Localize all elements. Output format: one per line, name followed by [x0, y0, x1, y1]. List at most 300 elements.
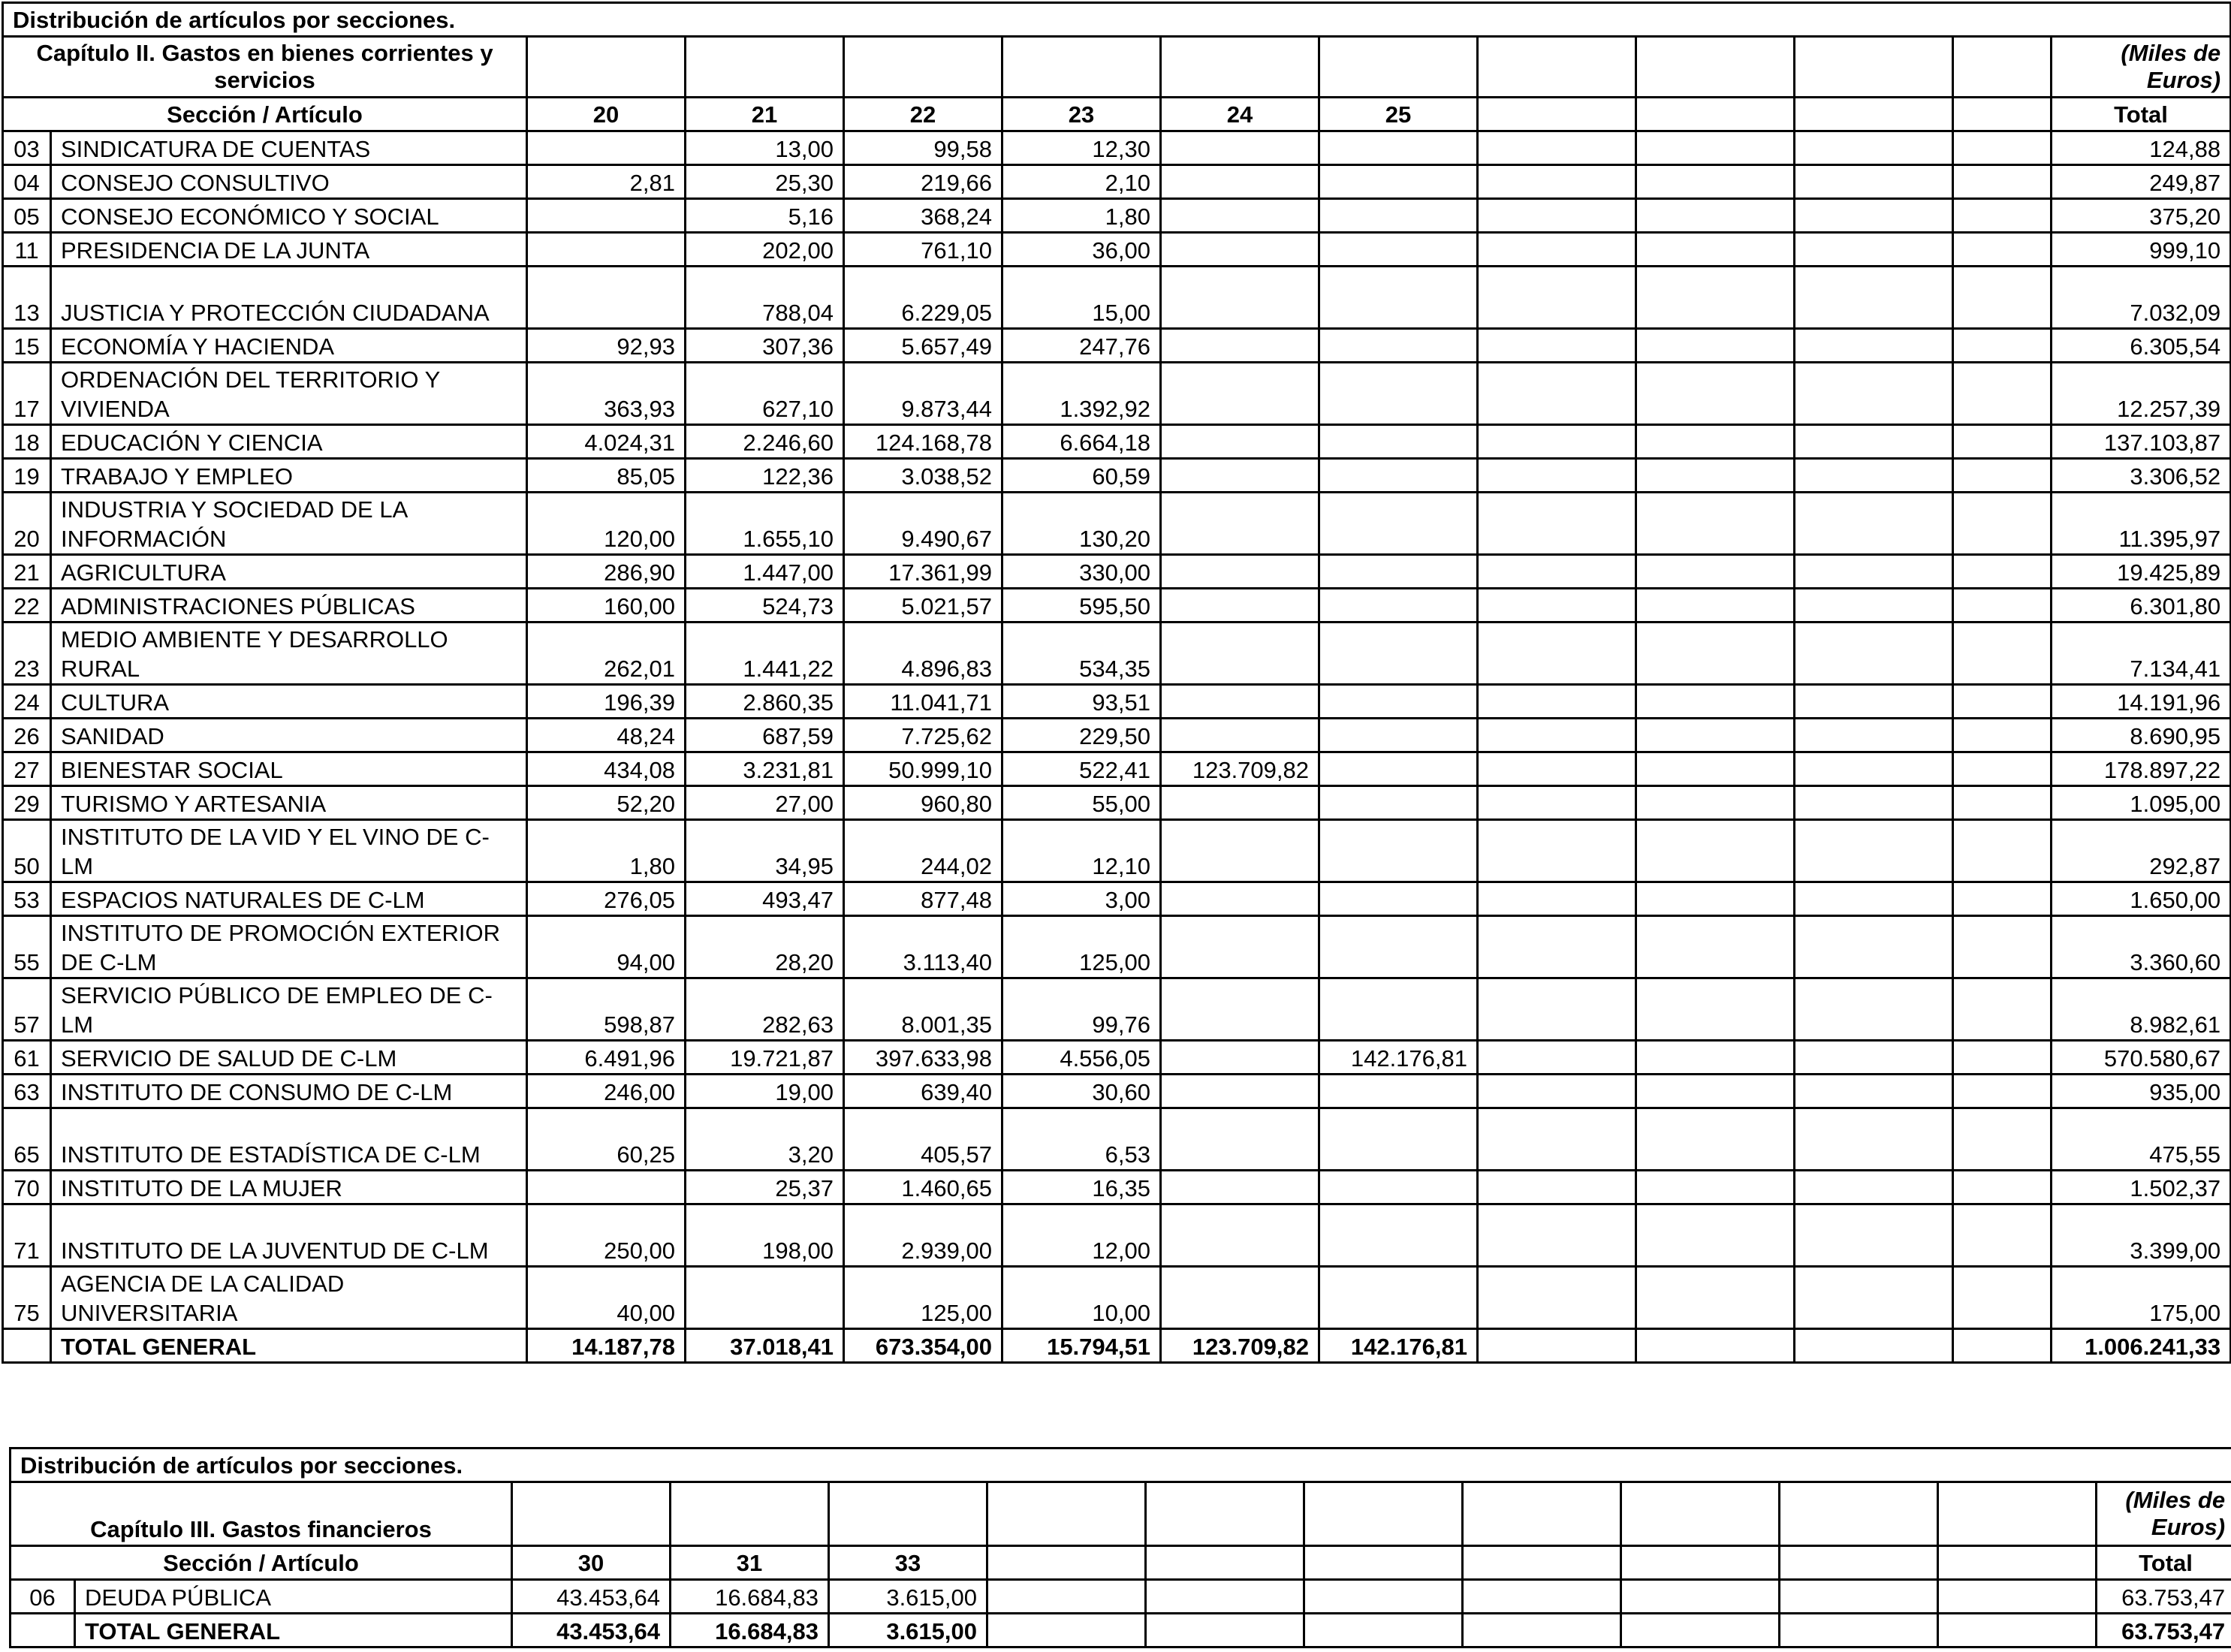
value-cell — [1319, 916, 1478, 978]
value-cell — [1636, 978, 1795, 1041]
total-value-cell: 673.354,00 — [844, 1329, 1002, 1363]
row-total: 1.502,37 — [2052, 1171, 2231, 1204]
total-value-cell: 142.176,81 — [1319, 1329, 1478, 1363]
header-blank-cell — [1478, 37, 1636, 98]
value-cell — [1795, 719, 1953, 752]
value-cell — [1319, 1075, 1478, 1108]
row-total: 8.690,95 — [2052, 719, 2231, 752]
row-total: 12.257,39 — [2052, 363, 2231, 425]
header-blank-cell — [844, 37, 1002, 98]
value-cell: 1,80 — [527, 820, 686, 882]
unit-label: (Miles de Euros) — [2052, 37, 2231, 98]
value-cell — [1953, 589, 2052, 623]
header-blank-cell — [527, 37, 686, 98]
value-cell: 17.361,99 — [844, 555, 1002, 589]
table-row — [3, 363, 2231, 425]
chapter-title: Capítulo II. Gastos en bienes corrientes y servicios — [3, 37, 527, 98]
value-cell: 276,05 — [527, 882, 686, 916]
value-cell — [1795, 199, 1953, 233]
value-cell — [1319, 820, 1478, 882]
section-name: INSTITUTO DE LA JUVENTUD DE C-LM — [51, 1204, 527, 1267]
section-name: AGENCIA DE LA CALIDAD UNIVERSITARIA — [51, 1267, 527, 1329]
value-cell: 25,37 — [686, 1171, 844, 1204]
column-header — [1304, 1546, 1463, 1580]
value-cell — [1478, 623, 1636, 685]
value-cell: 5.021,57 — [844, 589, 1002, 623]
value-cell — [1795, 1267, 1953, 1329]
value-cell — [1319, 199, 1478, 233]
value-cell — [1478, 233, 1636, 267]
value-cell: 19,00 — [686, 1075, 844, 1108]
header-blank-cell — [987, 1482, 1146, 1546]
value-cell — [527, 131, 686, 165]
section-name: DEUDA PÚBLICA — [75, 1580, 512, 1614]
total-general-label: TOTAL GENERAL — [75, 1614, 512, 1647]
value-cell — [1953, 233, 2052, 267]
value-cell: 196,39 — [527, 685, 686, 719]
header-blank-cell — [1795, 37, 1953, 98]
section-code: 61 — [3, 1041, 51, 1075]
value-cell: 19.721,87 — [686, 1041, 844, 1075]
value-cell — [1319, 1108, 1478, 1171]
section-name: TURISMO Y ARTESANIA — [51, 786, 527, 820]
value-cell — [1953, 1075, 2052, 1108]
value-cell: 10,00 — [1002, 1267, 1161, 1329]
table-row — [3, 1204, 2231, 1267]
total-value-cell: 37.018,41 — [686, 1329, 844, 1363]
value-cell — [1795, 820, 1953, 882]
value-cell — [1795, 1171, 1953, 1204]
table-row — [3, 786, 2231, 820]
section-code: 19 — [3, 459, 51, 493]
value-cell: 1.441,22 — [686, 623, 844, 685]
value-cell — [1621, 1580, 1780, 1614]
row-total: 999,10 — [2052, 233, 2231, 267]
value-cell: 246,00 — [527, 1075, 686, 1108]
value-cell — [1953, 882, 2052, 916]
value-cell — [1319, 267, 1478, 329]
column-header — [1938, 1546, 2097, 1580]
value-cell: 25,30 — [686, 165, 844, 199]
value-cell — [1795, 1204, 1953, 1267]
row-total: 11.395,97 — [2052, 493, 2231, 555]
table-row — [3, 820, 2231, 882]
value-cell: 124.168,78 — [844, 425, 1002, 459]
value-cell: 6,53 — [1002, 1108, 1161, 1171]
total-row — [3, 1329, 2231, 1363]
value-cell — [1953, 1108, 2052, 1171]
value-cell — [1161, 1204, 1319, 1267]
total-row — [11, 1614, 2231, 1647]
section-name: EDUCACIÓN Y CIENCIA — [51, 425, 527, 459]
value-cell — [1795, 363, 1953, 425]
value-cell — [1478, 1171, 1636, 1204]
table-row — [3, 131, 2231, 165]
section-code: 04 — [3, 165, 51, 199]
value-cell: 9.873,44 — [844, 363, 1002, 425]
column-header: 33 — [829, 1546, 987, 1580]
value-cell: 2,81 — [527, 165, 686, 199]
total-row-blank — [3, 1329, 51, 1363]
value-cell — [527, 199, 686, 233]
row-total: 292,87 — [2052, 820, 2231, 882]
value-cell — [1161, 1171, 1319, 1204]
value-cell — [1953, 425, 2052, 459]
row-total: 3.306,52 — [2052, 459, 2231, 493]
value-cell: 250,00 — [527, 1204, 686, 1267]
value-cell — [527, 1171, 686, 1204]
value-cell — [1795, 267, 1953, 329]
table-row — [3, 555, 2231, 589]
value-cell — [1478, 1108, 1636, 1171]
value-cell: 99,58 — [844, 131, 1002, 165]
section-name: ESPACIOS NATURALES DE C-LM — [51, 882, 527, 916]
row-total: 6.305,54 — [2052, 329, 2231, 363]
value-cell: 229,50 — [1002, 719, 1161, 752]
value-cell — [1795, 685, 1953, 719]
value-cell: 960,80 — [844, 786, 1002, 820]
value-cell: 3.615,00 — [829, 1580, 987, 1614]
value-cell: 40,00 — [527, 1267, 686, 1329]
value-cell — [1795, 131, 1953, 165]
value-cell — [1319, 719, 1478, 752]
value-cell: 9.490,67 — [844, 493, 1002, 555]
value-cell: 202,00 — [686, 233, 844, 267]
value-cell: 2.860,35 — [686, 685, 844, 719]
value-cell — [1319, 493, 1478, 555]
row-total: 1.650,00 — [2052, 882, 2231, 916]
column-header: 24 — [1161, 98, 1319, 131]
value-cell: 93,51 — [1002, 685, 1161, 719]
table-row — [3, 719, 2231, 752]
value-cell — [1636, 1204, 1795, 1267]
value-cell — [1636, 1041, 1795, 1075]
header-blank-cell — [1002, 37, 1161, 98]
section-name: TRABAJO Y EMPLEO — [51, 459, 527, 493]
value-cell: 434,08 — [527, 752, 686, 786]
value-cell — [1636, 719, 1795, 752]
row-total: 7.032,09 — [2052, 267, 2231, 329]
section-code: 24 — [3, 685, 51, 719]
value-cell — [1953, 131, 2052, 165]
value-cell — [1161, 882, 1319, 916]
value-cell — [1953, 363, 2052, 425]
value-cell: 4.556,05 — [1002, 1041, 1161, 1075]
value-cell: 522,41 — [1002, 752, 1161, 786]
chapter-title: Capítulo III. Gastos financieros — [11, 1482, 512, 1546]
value-cell: 94,00 — [527, 916, 686, 978]
section-code: 05 — [3, 199, 51, 233]
value-cell — [1795, 786, 1953, 820]
value-cell: 7.725,62 — [844, 719, 1002, 752]
value-cell: 122,36 — [686, 459, 844, 493]
table-row — [3, 978, 2231, 1041]
section-code: 13 — [3, 267, 51, 329]
value-cell — [1795, 493, 1953, 555]
header-blank-cell — [1463, 1482, 1621, 1546]
value-cell: 1.655,10 — [686, 493, 844, 555]
header-blank-cell — [671, 1482, 829, 1546]
value-cell: 16,35 — [1002, 1171, 1161, 1204]
value-cell: 13,00 — [686, 131, 844, 165]
section-article-header: Sección / Artículo — [11, 1546, 512, 1580]
value-cell — [1636, 199, 1795, 233]
section-code: 23 — [3, 623, 51, 685]
value-cell — [1161, 786, 1319, 820]
header-blank-cell — [1161, 37, 1319, 98]
value-cell — [1478, 493, 1636, 555]
value-cell — [1161, 820, 1319, 882]
value-cell — [1953, 459, 2052, 493]
header-blank-cell — [829, 1482, 987, 1546]
value-cell — [1161, 165, 1319, 199]
value-cell — [1319, 882, 1478, 916]
section-name: ECONOMÍA Y HACIENDA — [51, 329, 527, 363]
column-header — [987, 1546, 1146, 1580]
value-cell — [1319, 131, 1478, 165]
section-code: 70 — [3, 1171, 51, 1204]
value-cell — [1478, 916, 1636, 978]
value-cell — [1478, 329, 1636, 363]
value-cell — [1636, 1171, 1795, 1204]
section-name: INSTITUTO DE LA MUJER — [51, 1171, 527, 1204]
articles-table-chapter-3 — [9, 1447, 2231, 1648]
value-cell — [1953, 978, 2052, 1041]
value-cell: 123.709,82 — [1161, 752, 1319, 786]
value-cell — [1795, 752, 1953, 786]
value-cell — [1636, 131, 1795, 165]
table-row — [3, 623, 2231, 685]
value-cell — [1319, 978, 1478, 1041]
header-blank-cell — [1780, 1482, 1938, 1546]
table-row — [3, 916, 2231, 978]
value-cell: 142.176,81 — [1319, 1041, 1478, 1075]
value-cell — [1953, 165, 2052, 199]
value-cell — [1161, 1075, 1319, 1108]
value-cell — [1319, 459, 1478, 493]
value-cell — [1478, 882, 1636, 916]
total-row-blank — [11, 1614, 75, 1647]
value-cell — [1478, 1204, 1636, 1267]
column-header — [1478, 98, 1636, 131]
value-cell: 2,10 — [1002, 165, 1161, 199]
table-row — [3, 233, 2231, 267]
value-cell — [1795, 459, 1953, 493]
value-cell: 1,80 — [1002, 199, 1161, 233]
section-code: 53 — [3, 882, 51, 916]
value-cell — [1636, 820, 1795, 882]
value-cell — [1636, 1108, 1795, 1171]
value-cell — [1795, 1075, 1953, 1108]
column-header — [1795, 98, 1953, 131]
value-cell — [1478, 1267, 1636, 1329]
value-cell: 12,00 — [1002, 1204, 1161, 1267]
header-blank-cell — [1304, 1482, 1463, 1546]
value-cell: 595,50 — [1002, 589, 1161, 623]
section-name: SERVICIO DE SALUD DE C-LM — [51, 1041, 527, 1075]
section-code: 20 — [3, 493, 51, 555]
section-name: MEDIO AMBIENTE Y DESARROLLO RURAL — [51, 623, 527, 685]
value-cell — [1953, 786, 2052, 820]
grand-total: 1.006.241,33 — [2052, 1329, 2231, 1363]
value-cell: 27,00 — [686, 786, 844, 820]
column-header: 20 — [527, 98, 686, 131]
value-cell — [1953, 685, 2052, 719]
value-cell: 92,93 — [527, 329, 686, 363]
section-code: 03 — [3, 131, 51, 165]
section-code: 50 — [3, 820, 51, 882]
value-cell: 368,24 — [844, 199, 1002, 233]
section-name: SERVICIO PÚBLICO DE EMPLEO DE C-LM — [51, 978, 527, 1041]
value-cell: 6.664,18 — [1002, 425, 1161, 459]
value-cell — [1636, 425, 1795, 459]
value-cell: 52,20 — [527, 786, 686, 820]
value-cell — [1304, 1580, 1463, 1614]
row-total: 8.982,61 — [2052, 978, 2231, 1041]
value-cell — [1795, 233, 1953, 267]
value-cell: 330,00 — [1002, 555, 1161, 589]
section-name: CONSEJO CONSULTIVO — [51, 165, 527, 199]
value-cell — [1636, 589, 1795, 623]
value-cell — [1319, 685, 1478, 719]
value-cell — [1780, 1580, 1938, 1614]
value-cell: 4.024,31 — [527, 425, 686, 459]
value-cell — [1319, 589, 1478, 623]
value-cell — [1636, 459, 1795, 493]
value-cell — [1795, 916, 1953, 978]
value-cell — [1161, 493, 1319, 555]
value-cell — [1953, 1204, 2052, 1267]
value-cell — [1938, 1580, 2097, 1614]
value-cell — [1636, 1267, 1795, 1329]
total-value-cell: 16.684,83 — [671, 1614, 829, 1647]
value-cell — [1953, 199, 2052, 233]
value-cell — [1478, 1075, 1636, 1108]
value-cell — [1478, 589, 1636, 623]
section-code: 15 — [3, 329, 51, 363]
value-cell — [1319, 363, 1478, 425]
column-header: 21 — [686, 98, 844, 131]
value-cell — [1478, 363, 1636, 425]
section-name: ORDENACIÓN DEL TERRITORIO Y VIVIENDA — [51, 363, 527, 425]
header-blank-cell — [1636, 37, 1795, 98]
value-cell: 397.633,98 — [844, 1041, 1002, 1075]
value-cell: 534,35 — [1002, 623, 1161, 685]
value-cell — [1161, 459, 1319, 493]
column-header: 31 — [671, 1546, 829, 1580]
value-cell — [1953, 719, 2052, 752]
section-code: 75 — [3, 1267, 51, 1329]
value-cell — [1953, 329, 2052, 363]
row-total: 137.103,87 — [2052, 425, 2231, 459]
value-cell — [1319, 233, 1478, 267]
value-cell — [527, 267, 686, 329]
table-row — [3, 459, 2231, 493]
row-total: 6.301,80 — [2052, 589, 2231, 623]
value-cell — [1161, 916, 1319, 978]
value-cell: 877,48 — [844, 882, 1002, 916]
header-blank-cell — [1621, 1482, 1780, 1546]
header-blank-cell — [1319, 37, 1478, 98]
section-code: 06 — [11, 1580, 75, 1614]
total-value-cell: 14.187,78 — [527, 1329, 686, 1363]
value-cell: 3.038,52 — [844, 459, 1002, 493]
section-name: PRESIDENCIA DE LA JUNTA — [51, 233, 527, 267]
section-name: INSTITUTO DE LA VID Y EL VINO DE C-LM — [51, 820, 527, 882]
table-title: Distribución de artículos por secciones. — [11, 1449, 2231, 1482]
value-cell — [1636, 752, 1795, 786]
section-name: AGRICULTURA — [51, 555, 527, 589]
grand-total: 63.753,47 — [2097, 1614, 2231, 1647]
value-cell: 6.229,05 — [844, 267, 1002, 329]
row-total: 475,55 — [2052, 1108, 2231, 1171]
value-cell: 639,40 — [844, 1075, 1002, 1108]
value-cell — [1795, 165, 1953, 199]
section-code: 26 — [3, 719, 51, 752]
table-row — [3, 1267, 2231, 1329]
row-total: 935,00 — [2052, 1075, 2231, 1108]
table-row — [3, 267, 2231, 329]
section-name: SINDICATURA DE CUENTAS — [51, 131, 527, 165]
value-cell — [1478, 459, 1636, 493]
value-cell: 286,90 — [527, 555, 686, 589]
section-name: INSTITUTO DE CONSUMO DE C-LM — [51, 1075, 527, 1108]
value-cell: 120,00 — [527, 493, 686, 555]
value-cell — [1161, 555, 1319, 589]
value-cell — [1795, 978, 1953, 1041]
value-cell — [1478, 1041, 1636, 1075]
value-cell — [1953, 820, 2052, 882]
table-row — [3, 165, 2231, 199]
value-cell: 50.999,10 — [844, 752, 1002, 786]
value-cell: 5,16 — [686, 199, 844, 233]
section-code: 65 — [3, 1108, 51, 1171]
value-cell — [1319, 1267, 1478, 1329]
value-cell: 3.231,81 — [686, 752, 844, 786]
value-cell — [1478, 752, 1636, 786]
value-cell — [1161, 719, 1319, 752]
column-header — [1953, 98, 2052, 131]
value-cell — [1795, 623, 1953, 685]
column-header — [1636, 98, 1795, 131]
column-header: 22 — [844, 98, 1002, 131]
total-value-cell — [1478, 1329, 1636, 1363]
row-total: 3.360,60 — [2052, 916, 2231, 978]
value-cell — [987, 1580, 1146, 1614]
value-cell — [1953, 623, 2052, 685]
value-cell — [1636, 165, 1795, 199]
value-cell — [1161, 425, 1319, 459]
value-cell — [1319, 1204, 1478, 1267]
value-cell — [1795, 329, 1953, 363]
value-cell: 160,00 — [527, 589, 686, 623]
total-value-cell — [1780, 1614, 1938, 1647]
value-cell — [1795, 555, 1953, 589]
value-cell: 2.939,00 — [844, 1204, 1002, 1267]
total-column-header: Total — [2052, 98, 2231, 131]
value-cell — [1636, 555, 1795, 589]
value-cell: 34,95 — [686, 820, 844, 882]
value-cell — [1953, 555, 2052, 589]
section-article-header: Sección / Artículo — [3, 98, 527, 131]
value-cell: 5.657,49 — [844, 329, 1002, 363]
unit-label: (Miles de Euros) — [2097, 1482, 2231, 1546]
section-name: INSTITUTO DE PROMOCIÓN EXTERIOR DE C-LM — [51, 916, 527, 978]
value-cell — [1161, 363, 1319, 425]
value-cell — [1161, 623, 1319, 685]
value-cell — [1478, 685, 1636, 719]
value-cell — [1478, 267, 1636, 329]
